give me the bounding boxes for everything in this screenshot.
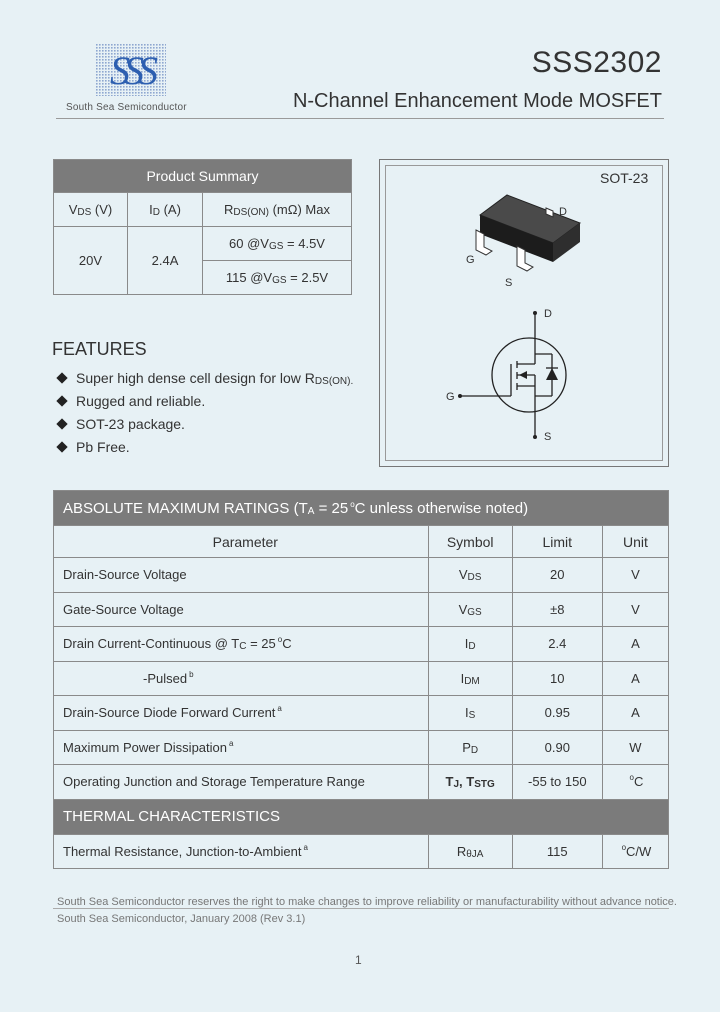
- col-id: ID (A): [128, 193, 203, 227]
- revision-text: South Sea Semiconductor, January 2008 (Rev 3.1): [57, 913, 306, 925]
- col-unit: Unit: [602, 526, 668, 558]
- header-divider: [56, 118, 664, 119]
- body-diode-icon: [546, 368, 558, 380]
- page-number: 1: [355, 953, 362, 967]
- col-limit: Limit: [512, 526, 602, 558]
- part-number: SSS2302: [531, 46, 662, 79]
- bullet-icon: [56, 418, 67, 429]
- bullet-icon: [56, 441, 67, 452]
- rds-value-2: 115 @VGS = 2.5V: [203, 261, 352, 295]
- table-row: Gate-Source Voltage VGS ±8 V: [54, 592, 669, 627]
- package-diagram: [380, 160, 668, 466]
- disclaimer-text: South Sea Semiconductor reserves the right to make changes to improve reliability or manufacturability without advance notice.: [57, 896, 677, 908]
- svg-text:SSS: SSS: [110, 48, 152, 93]
- feature-item: SOT-23 package.: [58, 416, 353, 439]
- symbol-label-g: G: [446, 391, 455, 403]
- symbol-label-s: S: [544, 431, 552, 443]
- symbol-label-d: D: [544, 308, 552, 320]
- feature-item: Rugged and reliable.: [58, 393, 353, 416]
- table-row: Thermal Resistance, Junction-to-Ambient $^a$ RθJA 115 $^o$C/W: [54, 834, 669, 869]
- table-row: Operating Junction and Storage Temperature Range TJ, TSTG -55 to 150 $^o$C: [54, 765, 669, 800]
- feature-item: Pb Free.: [58, 439, 353, 462]
- table-row: Maximum Power Dissipation $^a$ PD 0.90 W: [54, 730, 669, 765]
- footer-divider: [53, 908, 669, 909]
- ratings-table: [53, 490, 669, 869]
- features-title: FEATURES: [52, 339, 147, 359]
- ratings-title: ABSOLUTE MAXIMUM RATINGS (TA = 25 $^o$C unless otherwise noted): [54, 491, 669, 526]
- pin-label-d: D: [559, 206, 567, 218]
- bullet-icon: [56, 372, 67, 383]
- pin-label-s: S: [505, 277, 513, 289]
- company-logo: [96, 44, 166, 96]
- id-value: 2.4A: [128, 227, 203, 295]
- package-name: SOT-23: [600, 170, 649, 186]
- features-list: [58, 370, 353, 462]
- product-summary-title: Product Summary: [54, 160, 352, 193]
- vds-value: 20V: [54, 227, 128, 295]
- table-row: Drain Current-Continuous @ TC = 25 $^o$C ID 2.4 A: [54, 627, 669, 662]
- pin-label-g: G: [466, 254, 475, 266]
- col-parameter: Parameter: [54, 526, 429, 558]
- thermal-title: THERMAL CHARACTERISTICS: [54, 799, 669, 834]
- feature-item: Super high dense cell design for low RDS(ON).: [58, 370, 353, 393]
- mosfet-arrow-icon: [519, 371, 527, 379]
- table-row: Drain-Source Diode Forward Current $^a$ IS 0.95 A: [54, 696, 669, 731]
- logo-caption: South Sea Semiconductor: [66, 102, 187, 113]
- col-vds: VDS (V): [54, 193, 128, 227]
- col-symbol: Symbol: [428, 526, 512, 558]
- table-row: -Pulsed $^b$ IDM 10 A: [54, 661, 669, 696]
- table-row: Drain-Source Voltage VDS 20 V: [54, 558, 669, 593]
- bullet-icon: [56, 395, 67, 406]
- rds-value-1: 60 @VGS = 4.5V: [203, 227, 352, 261]
- device-description: N-Channel Enhancement Mode MOSFET: [292, 90, 662, 112]
- col-rds: RDS(ON) (mΩ) Max: [203, 193, 352, 227]
- product-summary-table: [53, 159, 352, 295]
